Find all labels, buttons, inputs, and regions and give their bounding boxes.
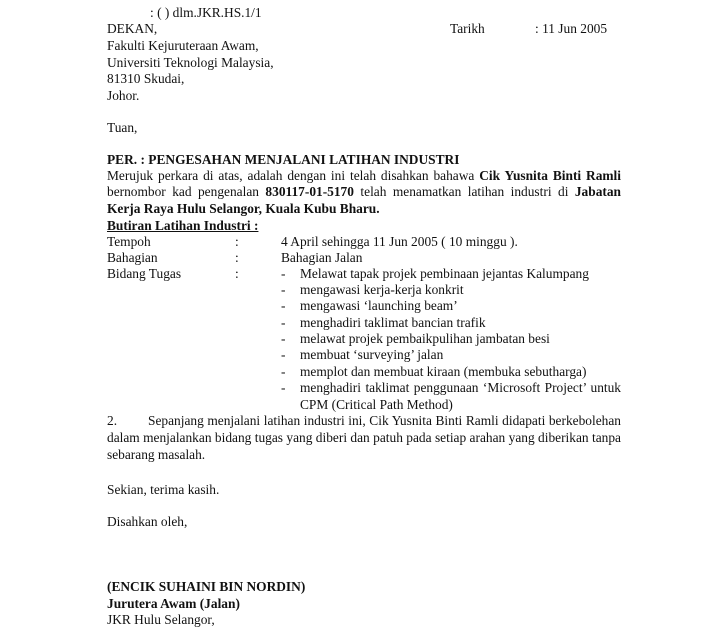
task-bullet: - — [281, 282, 286, 297]
body-text: telah menamatkan latihan industri di — [353, 184, 575, 200]
reference-number: : ( ) dlm.JKR.HS.1/1 — [150, 5, 262, 20]
date-label: Tarikh — [450, 21, 485, 36]
task-item: memplot dan membuat kiraan (membuka sebutharga) — [300, 364, 587, 379]
body-paragraph-1 — [107, 168, 621, 217]
recipient-line: Universiti Teknologi Malaysia, — [107, 55, 274, 70]
task-bullet: - — [281, 298, 286, 313]
signatory-title: Jurutera Awam (Jalan) — [107, 596, 240, 611]
body-paragraph-2: Sepanjang menjalani latihan industri ini, Cik Yusnita Binti Ramli didapati berkebolehan dalam menjalankan bidang tugas yang diberi dan patuh pada setiap arahan yang diberikan tanpa sebarang masalah. — [107, 413, 621, 462]
training-place: Jabatan Kerja Raya Hulu Selangor, Kuala Kubu Bharu. — [107, 184, 621, 216]
signatory-organisation: JKR Hulu Selangor, — [107, 612, 215, 627]
task-bullet: - — [281, 347, 286, 362]
body-text: bernombor kad pengenalan — [107, 184, 266, 200]
signatory-name: (ENCIK SUHAINI BIN NORDIN) — [107, 579, 306, 594]
recipient-line: Fakulti Kejuruteraan Awam, — [107, 38, 259, 53]
task-item: menghadiri taklimat bancian trafik — [300, 315, 486, 330]
task-bullet: - — [281, 315, 286, 330]
detail-label: Bahagian — [107, 250, 158, 265]
detail-colon: : — [235, 266, 239, 281]
detail-label: Bidang Tugas — [107, 266, 182, 281]
task-bullet: - — [281, 380, 286, 395]
detail-label: Tempoh — [107, 234, 151, 249]
recipient-line: Johor. — [107, 88, 140, 103]
certified-by: Disahkan oleh, — [107, 514, 188, 529]
subject-line: PER. : PENGESAHAN MENJALANI LATIHAN INDUSTRI — [107, 152, 460, 167]
salutation: Tuan, — [107, 120, 138, 135]
task-item: mengawasi ‘launching beam’ — [300, 298, 458, 313]
task-item: melawat projek pembaikpulihan jambatan besi — [300, 331, 550, 346]
recipient-line: 81310 Skudai, — [107, 71, 185, 86]
task-bullet: - — [281, 266, 286, 281]
closing-line: Sekian, terima kasih. — [107, 482, 220, 497]
detail-value: Bahagian Jalan — [281, 250, 363, 265]
trainee-name: Cik Yusnita Binti Ramli — [479, 168, 621, 183]
paragraph-number: 2. — [107, 413, 118, 428]
task-item: menghadiri taklimat penggunaan ‘Microsoft Project’ untuk CPM (Critical Path Method) — [300, 380, 621, 412]
detail-colon: : — [235, 250, 239, 265]
ic-number: 830117-01-5170 — [265, 184, 354, 200]
detail-colon: : — [235, 234, 239, 249]
task-item: Melawat tapak projek pembinaan jejantas Kalumpang — [300, 266, 589, 281]
details-heading: Butiran Latihan Industri : — [107, 218, 259, 233]
body-text: Merujuk perkara di atas, adalah dengan ini telah disahkan bahawa — [107, 168, 480, 183]
recipient-line: DEKAN, — [107, 21, 158, 36]
task-item: mengawasi kerja-kerja konkrit — [300, 282, 464, 297]
task-item: membuat ‘surveying’ jalan — [300, 347, 444, 362]
task-bullet: - — [281, 364, 286, 379]
detail-value: 4 April sehingga 11 Jun 2005 ( 10 minggu ). — [281, 234, 518, 249]
date-value: : 11 Jun 2005 — [535, 21, 608, 36]
task-bullet: - — [281, 331, 286, 346]
